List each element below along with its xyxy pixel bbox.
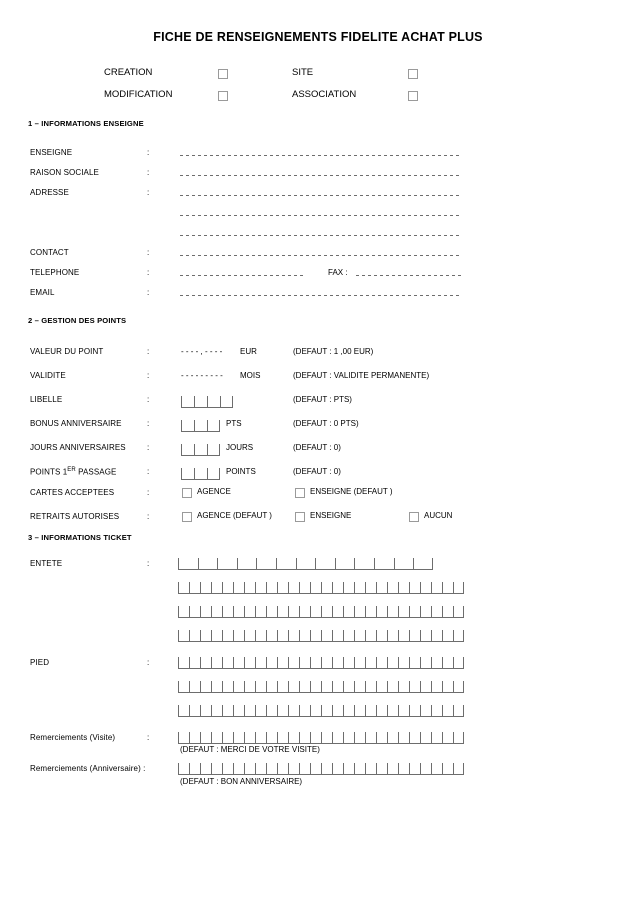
field-row-remerciements-anniversaire bbox=[0, 764, 636, 778]
field-row-jours-anniversaires bbox=[0, 443, 636, 457]
field-input-jours-anniversaires[interactable] bbox=[181, 444, 220, 456]
field-input-raison-sociale[interactable] bbox=[180, 175, 462, 176]
field-input-entete-line2[interactable] bbox=[178, 582, 464, 594]
field-input-telephone[interactable] bbox=[180, 275, 306, 276]
field-input-validite[interactable]: - - - - - - - - - bbox=[181, 371, 223, 380]
field-row-remerciements-anniversaire-note bbox=[0, 777, 636, 791]
field-row-adresse-line3 bbox=[0, 228, 636, 242]
field-note-points-premier-passage: (DEFAUT : 0) bbox=[293, 467, 341, 476]
field-colon: : bbox=[147, 347, 150, 356]
field-label-cartes-acceptees: CARTES ACCEPTEES bbox=[30, 488, 115, 497]
label-suffix: PASSAGE bbox=[75, 467, 117, 477]
option-row-creation-site bbox=[0, 67, 636, 83]
field-label-entete: ENTETE bbox=[30, 559, 63, 568]
field-colon: : bbox=[147, 467, 150, 476]
field-note-remerciements-visite: (DEFAUT : MERCI DE VOTRE VISITE) bbox=[180, 745, 320, 754]
field-unit-validite: MOIS bbox=[240, 371, 261, 380]
field-row-libelle bbox=[0, 395, 636, 409]
field-row-retraits-autorises bbox=[0, 511, 636, 527]
field-label-retraits-autorises: RETRAITS AUTORISES bbox=[30, 512, 120, 521]
field-input-points-premier-passage[interactable] bbox=[181, 468, 220, 480]
section-heading-3: 3 – INFORMATIONS TICKET bbox=[28, 533, 132, 542]
option-label-association: ASSOCIATION bbox=[292, 89, 357, 100]
field-label-email: EMAIL bbox=[30, 288, 55, 297]
checkbox-association[interactable] bbox=[408, 91, 418, 101]
field-unit-jours-anniversaires: JOURS bbox=[226, 443, 254, 452]
field-colon: : bbox=[147, 733, 150, 742]
checkbox-retraits-agence[interactable] bbox=[182, 512, 192, 522]
field-label-jours-anniversaires: JOURS ANNIVERSAIRES bbox=[30, 443, 126, 452]
field-label-remerciements-visite: Remerciements (Visite) bbox=[30, 733, 116, 742]
field-row-entete bbox=[0, 559, 636, 573]
field-row-valeur-du-point bbox=[0, 347, 636, 361]
field-input-entete-line3[interactable] bbox=[178, 606, 464, 618]
field-label-contact: CONTACT bbox=[30, 248, 69, 257]
field-label-libelle: LIBELLE bbox=[30, 395, 63, 404]
field-row-email bbox=[0, 288, 636, 302]
field-unit-points-premier-passage: POINTS bbox=[226, 467, 256, 476]
checkbox-cartes-enseigne[interactable] bbox=[295, 488, 305, 498]
field-row-entete-line4 bbox=[0, 631, 636, 645]
field-note-libelle: (DEFAUT : PTS) bbox=[293, 395, 352, 404]
section-heading-2: 2 – GESTION DES POINTS bbox=[28, 316, 127, 325]
field-row-pied-line3 bbox=[0, 706, 636, 720]
field-unit-bonus-anniversaire: PTS bbox=[226, 419, 242, 428]
field-input-adresse-line1[interactable] bbox=[180, 195, 462, 196]
field-colon: : bbox=[147, 395, 150, 404]
field-row-cartes-acceptees bbox=[0, 487, 636, 503]
option-label-retraits-agence: AGENCE (DEFAUT ) bbox=[197, 511, 272, 520]
field-input-bonus-anniversaire[interactable] bbox=[181, 420, 220, 432]
field-row-bonus-anniversaire bbox=[0, 419, 636, 433]
field-row-enseigne bbox=[0, 148, 636, 162]
field-colon: : bbox=[147, 371, 150, 380]
field-colon: : bbox=[147, 443, 150, 452]
option-label-site: SITE bbox=[292, 67, 314, 78]
label-prefix: POINTS 1 bbox=[30, 467, 68, 477]
field-colon: : bbox=[147, 268, 150, 277]
field-row-pied-line2 bbox=[0, 682, 636, 696]
field-row-telephone bbox=[0, 268, 636, 282]
field-input-remerciements-visite[interactable] bbox=[178, 732, 464, 744]
option-row-modification-association bbox=[0, 89, 636, 105]
field-label-bonus-anniversaire: BONUS ANNIVERSAIRE bbox=[30, 419, 122, 428]
option-label-retraits-enseigne: ENSEIGNE bbox=[310, 511, 352, 520]
field-note-validite: (DEFAUT : VALIDITE PERMANENTE) bbox=[293, 371, 430, 380]
field-input-entete-line4[interactable] bbox=[178, 630, 464, 642]
field-colon: : bbox=[147, 559, 150, 568]
option-label-retraits-aucun: AUCUN bbox=[424, 511, 453, 520]
field-note-remerciements-anniversaire: (DEFAUT : BON ANNIVERSAIRE) bbox=[180, 777, 303, 786]
field-input-pied-line3[interactable] bbox=[178, 705, 464, 717]
field-row-entete-line3 bbox=[0, 607, 636, 621]
field-note-valeur-du-point: (DEFAUT : 1 ,00 EUR) bbox=[293, 347, 374, 356]
field-colon: : bbox=[147, 658, 150, 667]
field-input-entete-line1[interactable] bbox=[178, 558, 433, 570]
field-input-valeur-du-point[interactable]: - - - - , - - - - bbox=[181, 347, 223, 356]
field-input-pied-line2[interactable] bbox=[178, 681, 464, 693]
option-label-cartes-enseigne: ENSEIGNE (DEFAUT ) bbox=[310, 487, 393, 496]
field-colon: : bbox=[147, 168, 150, 177]
field-colon: : bbox=[147, 288, 150, 297]
field-colon: : bbox=[147, 488, 150, 497]
option-label-modification: MODIFICATION bbox=[104, 89, 173, 100]
checkbox-site[interactable] bbox=[408, 69, 418, 79]
field-row-adresse bbox=[0, 188, 636, 202]
field-label-raison-sociale: RAISON SOCIALE bbox=[30, 168, 99, 177]
field-row-remerciements-visite-note bbox=[0, 745, 636, 759]
label-superscript: ER bbox=[67, 467, 76, 473]
field-input-fax[interactable] bbox=[356, 275, 462, 276]
field-label-valeur-du-point: VALEUR DU POINT bbox=[30, 347, 104, 356]
field-note-bonus-anniversaire: (DEFAUT : 0 PTS) bbox=[293, 419, 359, 428]
field-row-points-premier-passage bbox=[0, 467, 636, 481]
field-colon: : bbox=[147, 419, 150, 428]
field-colon: : bbox=[147, 512, 150, 521]
field-input-libelle[interactable] bbox=[181, 396, 233, 408]
field-input-pied-line1[interactable] bbox=[178, 657, 464, 669]
field-label-validite: VALIDITE bbox=[30, 371, 66, 380]
section-heading-1: 1 – INFORMATIONS ENSEIGNE bbox=[28, 119, 144, 128]
field-input-adresse-line3[interactable] bbox=[180, 235, 462, 236]
field-note-jours-anniversaires: (DEFAUT : 0) bbox=[293, 443, 341, 452]
field-row-adresse-line2 bbox=[0, 208, 636, 222]
option-label-cartes-agence: AGENCE bbox=[197, 487, 231, 496]
field-row-validite bbox=[0, 371, 636, 385]
field-colon: : bbox=[147, 148, 150, 157]
field-label-remerciements-anniversaire: Remerciements (Anniversaire) : bbox=[30, 764, 146, 773]
field-colon: : bbox=[147, 248, 150, 257]
checkbox-creation[interactable] bbox=[218, 69, 228, 79]
field-label-adresse: ADRESSE bbox=[30, 188, 69, 197]
field-unit-valeur-du-point: EUR bbox=[240, 347, 257, 356]
field-input-enseigne[interactable] bbox=[180, 155, 462, 156]
checkbox-retraits-enseigne[interactable] bbox=[295, 512, 305, 522]
field-input-remerciements-anniversaire[interactable] bbox=[178, 763, 464, 775]
field-row-entete-line2 bbox=[0, 583, 636, 597]
field-label-enseigne: ENSEIGNE bbox=[30, 148, 73, 157]
option-label-creation: CREATION bbox=[104, 67, 153, 78]
field-input-email[interactable] bbox=[180, 295, 462, 296]
field-input-contact[interactable] bbox=[180, 255, 462, 256]
field-label-fax: FAX : bbox=[328, 268, 348, 277]
field-colon: : bbox=[147, 188, 150, 197]
field-input-adresse-line2[interactable] bbox=[180, 215, 462, 216]
field-row-pied bbox=[0, 658, 636, 672]
page-title: FICHE DE RENSEIGNEMENTS FIDELITE ACHAT PLUS bbox=[153, 30, 483, 44]
checkbox-cartes-agence[interactable] bbox=[182, 488, 192, 498]
field-row-contact bbox=[0, 248, 636, 262]
checkbox-retraits-aucun[interactable] bbox=[409, 512, 419, 522]
field-label-telephone: TELEPHONE bbox=[30, 268, 80, 277]
field-row-raison-sociale bbox=[0, 168, 636, 182]
field-label-points-premier-passage bbox=[30, 467, 116, 477]
field-label-pied: PIED bbox=[30, 658, 50, 667]
checkbox-modification[interactable] bbox=[218, 91, 228, 101]
